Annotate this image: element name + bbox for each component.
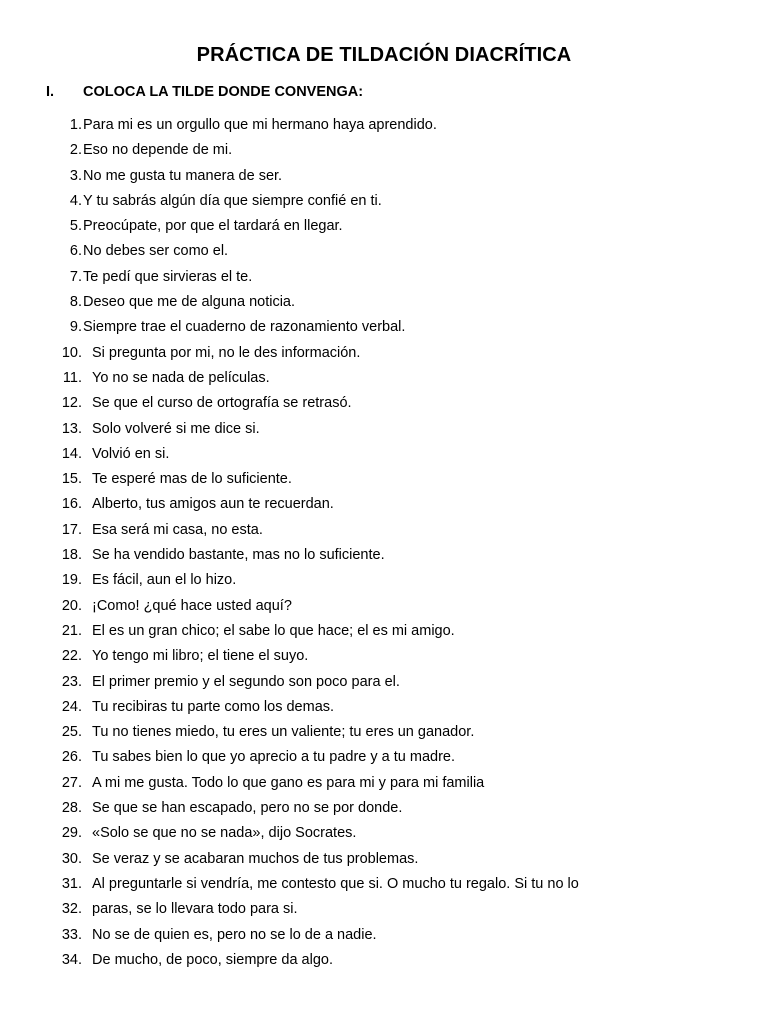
exercise-number: 10. xyxy=(61,344,82,361)
exercise-sentence: Solo volveré si me dice si. xyxy=(92,420,260,437)
exercise-number: 29. xyxy=(61,825,82,842)
exercise-number: 26. xyxy=(61,749,82,766)
exercise-sentence: De mucho, de poco, siempre da algo. xyxy=(92,951,333,968)
exercise-sentence: A mi me gusta. Todo lo que gano es para mi y para mi familia xyxy=(92,774,485,791)
exercise-item xyxy=(0,191,768,216)
exercise-sentence: Si pregunta por mi, no le des información. xyxy=(92,344,361,361)
exercise-number: 30. xyxy=(61,850,82,867)
exercise-number: 31. xyxy=(61,875,82,892)
exercise-item xyxy=(0,494,768,519)
exercise-number: 24. xyxy=(61,698,82,715)
exercise-number: 13. xyxy=(61,420,82,437)
exercise-item xyxy=(0,925,768,950)
exercise-number: 23. xyxy=(61,673,82,690)
exercise-item xyxy=(0,950,768,975)
exercise-item xyxy=(0,672,768,697)
exercise-sentence: Se ha vendido bastante, mas no lo suficiente. xyxy=(92,547,385,564)
exercise-number: 34. xyxy=(61,951,82,968)
exercise-sentence: Tu sabes bien lo que yo aprecio a tu padre y a tu madre. xyxy=(92,749,455,766)
exercise-item xyxy=(0,216,768,241)
exercise-sentence: Para mi es un orgullo que mi hermano haya aprendido. xyxy=(83,117,437,133)
exercise-number: 15. xyxy=(61,471,82,488)
section-instruction: COLOCA LA TILDE DONDE CONVENGA: xyxy=(83,84,364,100)
exercise-sentence: Se que el curso de ortografía se retrasó. xyxy=(92,395,352,412)
exercise-number: 1. xyxy=(69,117,82,133)
exercise-sentence: Se veraz y se acabaran muchos de tus problemas. xyxy=(92,850,419,867)
exercise-item xyxy=(0,596,768,621)
exercise-item xyxy=(0,520,768,545)
exercise-sentence: No debes ser como el. xyxy=(83,243,229,260)
exercise-number: 21. xyxy=(61,622,82,639)
exercise-item xyxy=(0,469,768,494)
exercise-sentence: Al preguntarle si vendría, me contesto que si. O mucho tu regalo. Si tu no lo xyxy=(92,875,579,892)
exercise-item xyxy=(0,166,768,191)
exercise-number: 3. xyxy=(69,167,82,184)
exercise-sentence: El primer premio y el segundo son poco para el. xyxy=(92,673,400,690)
exercise-item xyxy=(0,722,768,747)
exercise-number: 17. xyxy=(61,521,82,538)
exercise-item xyxy=(0,798,768,823)
exercise-sentence: Volvió en si. xyxy=(92,445,170,462)
exercise-sentence: ¡Como! ¿qué hace usted aquí? xyxy=(92,597,292,614)
exercise-sentence: Yo no se nada de películas. xyxy=(92,369,270,386)
exercise-number: 19. xyxy=(61,572,82,589)
exercise-sentence: Preocúpate, por que el tardará en llegar. xyxy=(83,218,343,235)
exercise-sentence: Te pedí que sirvieras el te. xyxy=(83,268,253,285)
exercise-item xyxy=(0,570,768,595)
exercise-number: 16. xyxy=(61,496,82,513)
exercise-item xyxy=(0,419,768,444)
exercise-sentence: Es fácil, aun el lo hizo. xyxy=(92,572,237,589)
exercise-item xyxy=(0,874,768,899)
exercise-sentence: Siempre trae el cuaderno de razonamiento verbal. xyxy=(83,319,406,336)
exercise-item xyxy=(0,899,768,924)
exercise-sentence: «Solo se que no se nada», dijo Socrates. xyxy=(92,825,357,842)
exercise-item xyxy=(0,646,768,671)
exercise-item xyxy=(0,849,768,874)
exercise-item xyxy=(0,317,768,342)
exercise-sentence: paras, se lo llevara todo para si. xyxy=(92,901,298,918)
exercise-item xyxy=(0,115,768,140)
exercise-sentence: Yo tengo mi libro; el tiene el suyo. xyxy=(92,648,309,665)
exercise-list xyxy=(0,115,768,975)
exercise-sentence: Esa será mi casa, no esta. xyxy=(92,521,263,538)
exercise-number: 4. xyxy=(69,192,82,209)
exercise-sentence: Se que se han escapado, pero no se por donde. xyxy=(92,800,403,817)
exercise-item xyxy=(0,823,768,848)
exercise-sentence: Deseo que me de alguna noticia. xyxy=(83,294,296,311)
exercise-number: 18. xyxy=(61,547,82,564)
exercise-number: 32. xyxy=(61,901,82,918)
exercise-number: 14. xyxy=(61,445,82,462)
exercise-number: 2. xyxy=(69,142,82,159)
page-title: PRÁCTICA DE TILDACIÓN DIACRÍTICA xyxy=(196,44,572,66)
exercise-number: 5. xyxy=(69,218,82,235)
exercise-sentence: Te esperé mas de lo suficiente. xyxy=(92,471,292,488)
section-number: I. xyxy=(46,84,55,100)
exercise-item xyxy=(0,621,768,646)
exercise-number: 7. xyxy=(69,268,82,285)
exercise-item xyxy=(0,747,768,772)
exercise-sentence: Alberto, tus amigos aun te recuerdan. xyxy=(92,496,334,513)
exercise-sentence: Eso no depende de mi. xyxy=(83,142,233,159)
exercise-item xyxy=(0,697,768,722)
exercise-number: 11. xyxy=(62,369,82,386)
exercise-item xyxy=(0,444,768,469)
exercise-number: 33. xyxy=(61,926,82,943)
exercise-sentence: No se de quien es, pero no se lo de a nadie. xyxy=(92,926,377,943)
exercise-item xyxy=(0,241,768,266)
exercise-item xyxy=(0,343,768,368)
exercise-item xyxy=(0,292,768,317)
exercise-item xyxy=(0,368,768,393)
exercise-number: 28. xyxy=(61,800,82,817)
exercise-item xyxy=(0,545,768,570)
exercise-number: 8. xyxy=(69,294,82,311)
exercise-number: 12. xyxy=(61,395,82,412)
exercise-item xyxy=(0,267,768,292)
exercise-sentence: No me gusta tu manera de ser. xyxy=(83,167,283,184)
exercise-item xyxy=(0,773,768,798)
exercise-number: 27. xyxy=(61,774,82,791)
exercise-number: 20. xyxy=(61,597,82,614)
section-heading xyxy=(46,82,363,102)
exercise-number: 22. xyxy=(61,648,82,665)
exercise-sentence: El es un gran chico; el sabe lo que hace; el es mi amigo. xyxy=(92,622,455,639)
exercise-sentence: Tu recibiras tu parte como los demas. xyxy=(92,698,335,715)
exercise-item xyxy=(0,393,768,418)
exercise-number: 9. xyxy=(69,319,82,336)
exercise-item xyxy=(0,140,768,165)
exercise-number: 25. xyxy=(61,724,82,741)
exercise-number: 6. xyxy=(69,243,82,260)
exercise-sentence: Tu no tienes miedo, tu eres un valiente; tu eres un ganador. xyxy=(92,724,475,741)
exercise-sentence: Y tu sabrás algún día que siempre confié en ti. xyxy=(83,192,382,209)
